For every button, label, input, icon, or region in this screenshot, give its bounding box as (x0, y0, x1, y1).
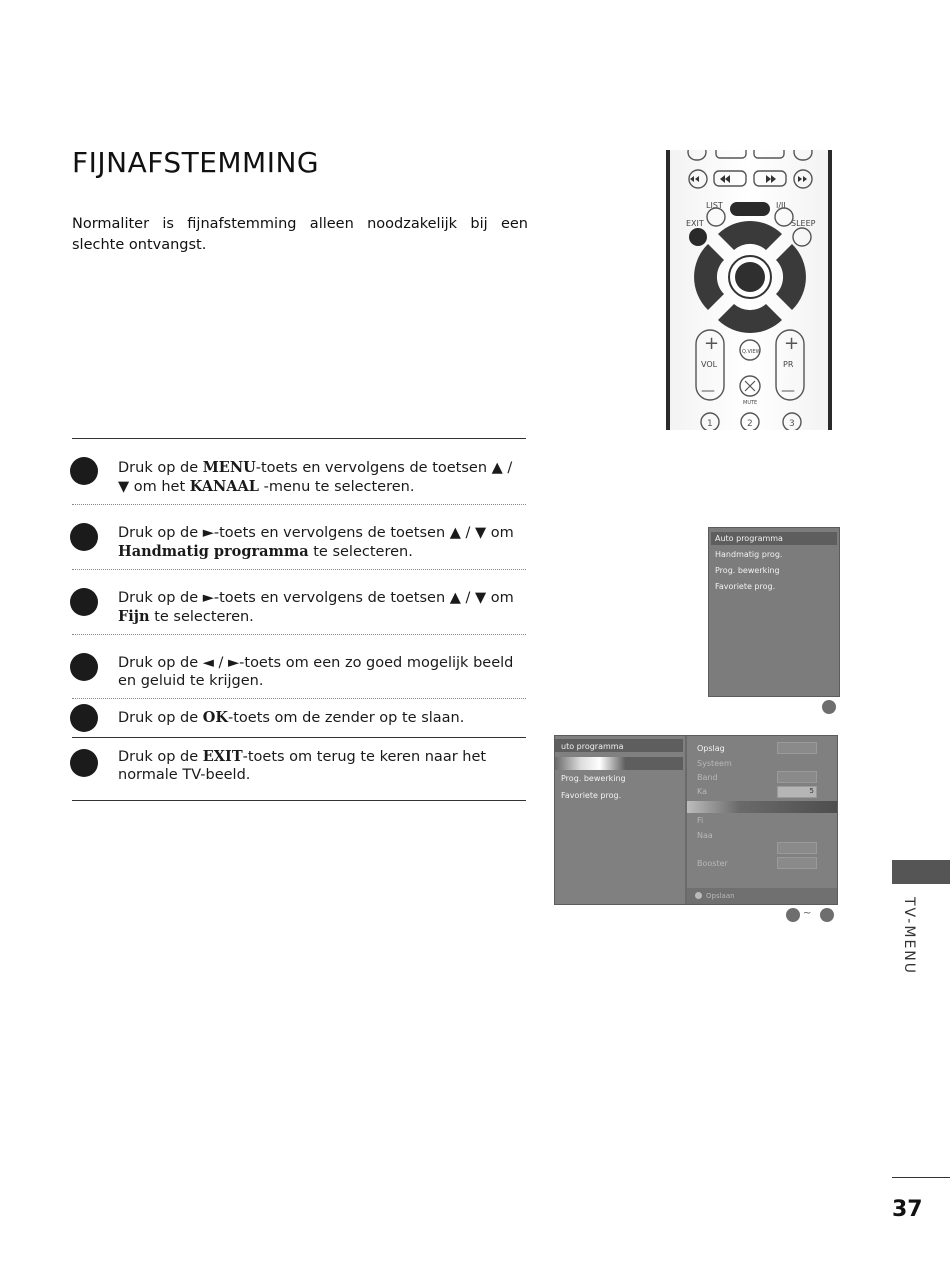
channel-menu-screenshot (708, 527, 840, 697)
digit-2: 2 (747, 419, 753, 429)
remote-control-illustration (666, 150, 832, 430)
menu2-item-edit: Prog. bewerking (561, 774, 626, 783)
page-number-rule (892, 1177, 950, 1178)
field-kanaal: Ka (697, 787, 708, 796)
step-bullet (70, 457, 98, 485)
pr-label: PR (783, 360, 794, 369)
field-systeem: Systeem (697, 759, 732, 768)
fine-row-highlight (687, 801, 837, 813)
vol-plus-label: + (704, 333, 720, 354)
menu-item-edit: Prog. bewerking (715, 566, 780, 575)
manual-programme-screenshot (554, 735, 838, 905)
ok-icon (695, 892, 702, 899)
range-tilde: ~ (803, 908, 812, 919)
intro-paragraph: Normaliter is fijnafstemming alleen noodzakelijk bij een slechte ontvangst. (72, 216, 528, 253)
page-number: 37 (892, 1197, 923, 1222)
pr-plus-label: + (784, 333, 800, 354)
menu-highlight-active (555, 757, 683, 770)
field-band: Band (697, 773, 718, 782)
step-bullet (70, 523, 98, 551)
menu-item-manual: Handmatig prog. (715, 550, 783, 559)
digit-3: 3 (789, 419, 795, 429)
value-box (777, 842, 817, 854)
footer-save: Opslaan (706, 892, 735, 900)
vol-label: VOL (701, 360, 718, 369)
field-booster: Booster (697, 859, 728, 868)
field-opslag: Opslag (697, 744, 725, 753)
step-marker-dot (786, 908, 800, 922)
value-box (777, 742, 817, 754)
menu2-item-auto: uto programma (561, 742, 624, 751)
digit-1: 1 (707, 419, 713, 429)
step-marker-dot (822, 700, 836, 714)
step-marker-dot (820, 908, 834, 922)
value-box (777, 771, 817, 783)
section-label: TV-MENU (901, 897, 917, 976)
step-bullet (70, 749, 98, 777)
remote-control-drawing (666, 150, 832, 430)
step-2: Druk op de ►-toets en vervolgens de toetsen ▲ / ▼ om Handmatig programma te selecteren. (72, 505, 526, 570)
mute-label: MUTE (743, 400, 758, 406)
step-5: Druk op de OK-toets om de zender op te slaan. (72, 699, 526, 738)
field-fijn: Fi (697, 816, 704, 825)
step-bullet (70, 653, 98, 681)
step-6: Druk op de EXIT-toets om terug te keren naar het normale TV-beeld. (72, 738, 526, 800)
step-3: Druk op de ►-toets en vervolgens de toetsen ▲ / ▼ om Fijn te selecteren. (72, 570, 526, 635)
sleep-label: SLEEP (791, 219, 816, 228)
power-mode-label: I/II (776, 201, 786, 210)
step-bullet (70, 588, 98, 616)
value-box (777, 857, 817, 869)
step-1: Druk op de MENU-toets en vervolgens de toetsen ▲ / ▼ om het KANAAL -menu te selecteren. (72, 439, 526, 505)
pr-minus-label: — (781, 383, 795, 399)
menu-item-auto: Auto programma (715, 534, 783, 543)
step-4: Druk op de ◄ / ►-toets om een zo goed mogelijk beeld en geluid te krijgen. (72, 635, 526, 699)
section-tab-bar (892, 860, 950, 884)
page-title: FIJNAFSTEMMING (72, 146, 320, 179)
qview-label: Q.VIEW (742, 349, 761, 355)
steps-list (72, 438, 526, 801)
exit-label: EXIT (686, 219, 704, 228)
step-bullet (70, 704, 98, 732)
menu2-item-favourite: Favoriete prog. (561, 791, 622, 800)
list-label: LIST (706, 201, 723, 210)
menu-item-favourite: Favoriete prog. (715, 582, 776, 591)
vol-minus-label: — (701, 383, 715, 399)
field-naam: Naa (697, 831, 713, 840)
channel-value: 5 (777, 786, 817, 798)
